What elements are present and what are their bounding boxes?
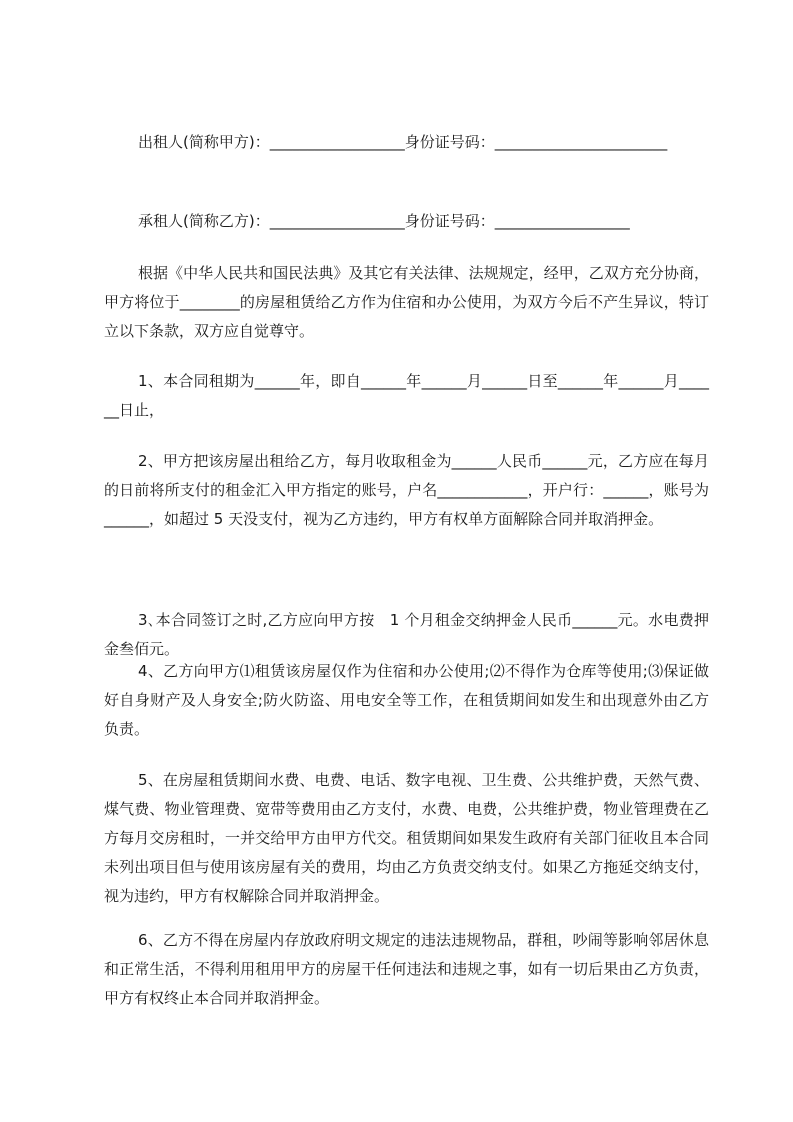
clause-6-prohibitions: 6、乙方不得在房屋内存放政府明文规定的违法违规物品，群租，吵闹等影响邻居休息和正常生活，不得利用租用甲方的房屋干任何违法和违规之事，如有一切后果由乙方负责，甲方有权终止本合同并取消押金。 — [104, 931, 709, 1007]
preamble-paragraph: 根据《中华人民共和国民法典》及其它有关法律、法规规定，经甲，乙双方充分协商，甲方将位于________的房屋租赁给乙方作为住宿和办公使用，为双方今后不产生异议，特订立以下条款，双方应自觉尊守。 — [104, 264, 709, 340]
lessee-info-line: 承租人(简称乙方)：__________________身份证号码：__________________ — [138, 212, 630, 230]
clause-2-rent-payment: 2、甲方把该房屋出租给乙方，每月收取租金为______人民币______元，乙方应在每月的日前将所支付的租金汇入甲方指定的账号，户名____________，开户行：______，账号为______，如超过 5 天没支付，视为乙方违约，甲方有权单方面解除合同并取消押金。 — [104, 452, 709, 528]
clause-4-usage: 4、乙方向甲方⑴租赁该房屋仅作为住宿和办公使用;⑵不得作为仓库等使用;⑶保证做好自身财产及人身安全;防火防盗、用电安全等工作，在租赁期间如发生和出现意外由乙方负责。 — [104, 662, 709, 738]
clause-1-lease-term: 1、本合同租期为______年，即自______年______月______日至______年______月______日止， — [104, 372, 709, 419]
clause-3-deposit: 3､本合同签订之时,乙方应向甲方按 1 个月租金交纳押金人民币______元。水电费押金叁佰元。 — [104, 611, 709, 658]
clause-5-fees: 5、在房屋租赁期间水费、电费、电话、数字电视、卫生费、公共维护费，天然气费、煤气费、物业管理费、宽带等费用由乙方支付，水费、电费，公共维护费，物业管理费在乙方每月交房租时，一并交给甲方由甲方代交。租赁期间如果发生政府有关部门征收且本合同未列出项目但与使用该房屋有关的费用，均由乙方负责交纳支付。如果乙方拖延交纳支付，视为违约，甲方有权解除合同并取消押金。 — [104, 771, 709, 905]
lessor-info-line: 出租人(简称甲方)：__________________身份证号码：_______________________ — [138, 133, 668, 151]
